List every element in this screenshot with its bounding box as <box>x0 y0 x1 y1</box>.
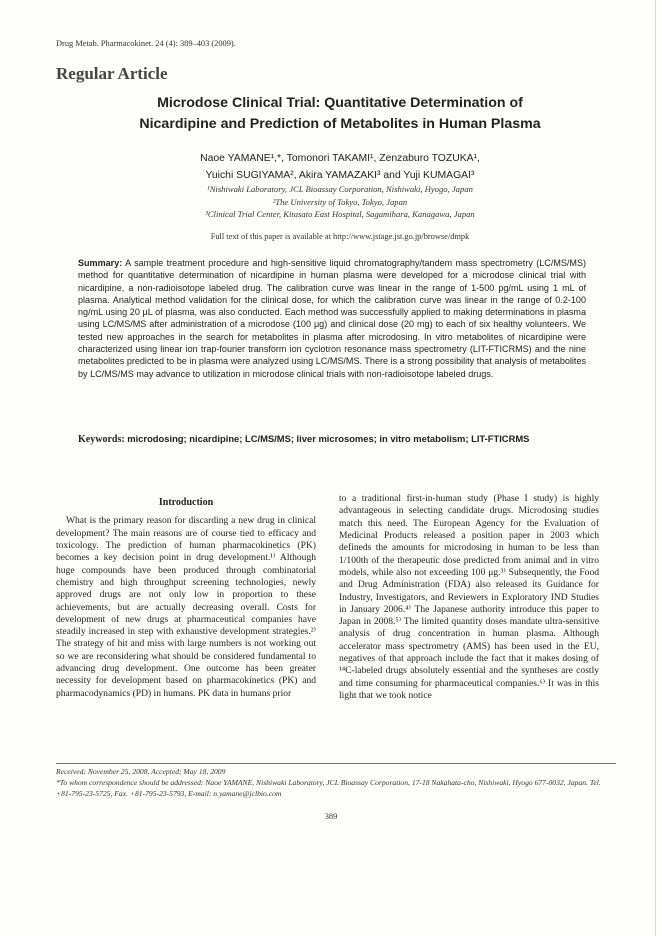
title-line-2: Nicardipine and Prediction of Metabolites in Human Plasma <box>139 116 541 132</box>
affiliation-2: ²The University of Tokyo, Tokyo, Japan <box>272 196 408 207</box>
paper-title <box>80 93 600 135</box>
keywords-text: microdosing; nicardipine; LC/MS/MS; liver microsomes; in vitro metabolism; LIT-FTICRMS <box>127 433 530 444</box>
summary-label: Summary: <box>78 258 123 268</box>
full-text-link[interactable]: Full text of this paper is available at http://www.jstage.jst.go.jp/browse/dmpk <box>210 232 470 241</box>
summary-abstract <box>78 257 586 380</box>
affiliations <box>90 183 590 221</box>
affiliation-1: ¹Nishiwaki Laboratory, JCL Bioassay Corporation, Nishiwaki, Hyogo, Japan <box>207 184 473 194</box>
introduction-left-column <box>56 497 316 700</box>
summary-text: A sample treatment procedure and high-sensitive liquid chromatography/tandem mass spectrometry (LC/MS/MS) method for quantitative determination of nicardipine in human plasma were developed for a microdose clinical trial with nicardipine, a non-radioisotope labeled drug. The calibration curve was linear in the range of 1-500 pg/mL using 1 mL of plasma. Analytical method validation for the clinical dose, for which the calibration curve was linear in the range of 0.2-100 ng/mL using 20 μL of plasma, was also conducted. Each method was successfully applied to making determinations in plasma using LC/MS/MS after administration of a microdose (100 μg) and clinical dose (20 mg) to each of six healthy volunteers. We tested new approaches in the search for metabolites in plasma after microdosing. In vitro metabolites of nicardipine were characterized using linear ion trap-fourier transform ion cyclotron resonance mass spectrometry (LIT-FTICRMS) and the nine metabolites predicted to be in plasma were analyzed using LC/MS/MS. There is a strong possibility that analysis of metabolites by LC/MS/MS may advance to utilization in microdose clinical trials with non-radioisotope labeled drugs. <box>78 258 587 379</box>
affiliation-3: ³Clinical Trial Center, Kitasato East Hospital, Sagamihara, Kanagawa, Japan <box>205 209 475 219</box>
authors-line-2: Yuichi SUGIYAMA², Akira YAMAZAKI³ and Yuji KUMAGAI³ <box>205 170 475 181</box>
footnotes <box>56 767 616 799</box>
footnote-divider <box>56 763 616 764</box>
keywords <box>78 432 586 446</box>
journal-citation: Drug Metab. Pharmacokinet. 24 (4): 389–403 (2009). <box>56 39 236 48</box>
author-list <box>90 150 590 184</box>
authors-line-1: Naoe YAMANE¹,*, Tomonori TAKAMI¹, Zenzaburo TOZUKA¹, <box>200 153 480 164</box>
introduction-heading: Introduction <box>158 497 214 508</box>
article-type: Regular Article <box>56 64 168 83</box>
introduction-paragraph-left: What is the primary reason for discarding a new drug in clinical development? The main reasons are of course tied to efficacy and toxicology. The prediction of human pharmacokinetics (PK) becomes a key decision point in drug development.¹⁾ Although huge compounds have been produced through combinatorial chemistry and high throughput screening technologies, newly approved drugs are not only low in proportion to these achievements, but are actually decreasing overall. Costs for development of new drugs at pharmaceutical companies have steadily increased in step with exhaustive development strategies.²⁾ The strategy of hit and miss with large numbers is not working out so we are reconsidering what should be considered fundamental to advancing drug development. One outcome has been greater necessity for development based on pharmacokinetics (PK) and pharmacodynamics (PD) in humans. PK data in humans prior <box>56 515 316 699</box>
title-line-1: Microdose Clinical Trial: Quantitative Determination of <box>157 95 523 111</box>
introduction-right-column <box>339 493 599 702</box>
introduction-paragraph-right: to a traditional first-in-human study (Phase I study) is highly advantageous in selecting candidate drugs. Microdosing studies match this need. The European Agency for the Evaluation of Medicinal Products released a position paper in 2003 which defineds the amounts for microdosing in human to be less than 1/100th of the therapeutic dose predicted from animal and in vitro models, while also not exceeding 100 μg.³⁾ Subsequently, the Food and Drug Administration (FDA) also released its Guidance for Industry, Investigators, and Reviewers in Exploratory IND Studies in January 2006.⁴⁾ The Japanese authority introduce this paper to Japan in 2008.⁵⁾ The limited quantity doses mandate ultra-sensitive analysis of drug concentration in human plasma. Although accelerator mass spectrometry (AMS) has been used in the EU, negatives of that approach include the fact that it makes dosing of ¹⁴C-labeled drugs absolutely essential and the syntheses are costly and time consuming for pharmaceutical companies.⁶⁾ It was in this light that we took notice <box>339 493 599 701</box>
scan-edge <box>655 0 656 936</box>
received-accepted-dates: Received; November 25, 2008, Accepted; May 18, 2009 <box>56 767 226 776</box>
correspondence-note: *To whom correspondence should be addressed: Naoe YAMANE, Nishiwaki Laboratory, JCL Bioassay Corporation, 17-18 Nakahata-cho, Nishiwaki, Hyogo 677-0032, Japan. Tel. +81-795-23-5725, Fax. +81-795-23-5793, E-mail: n.yamane@jclbio.com <box>56 777 601 798</box>
keywords-label: Keywords: <box>78 434 125 445</box>
page-number: 389 <box>324 812 338 821</box>
